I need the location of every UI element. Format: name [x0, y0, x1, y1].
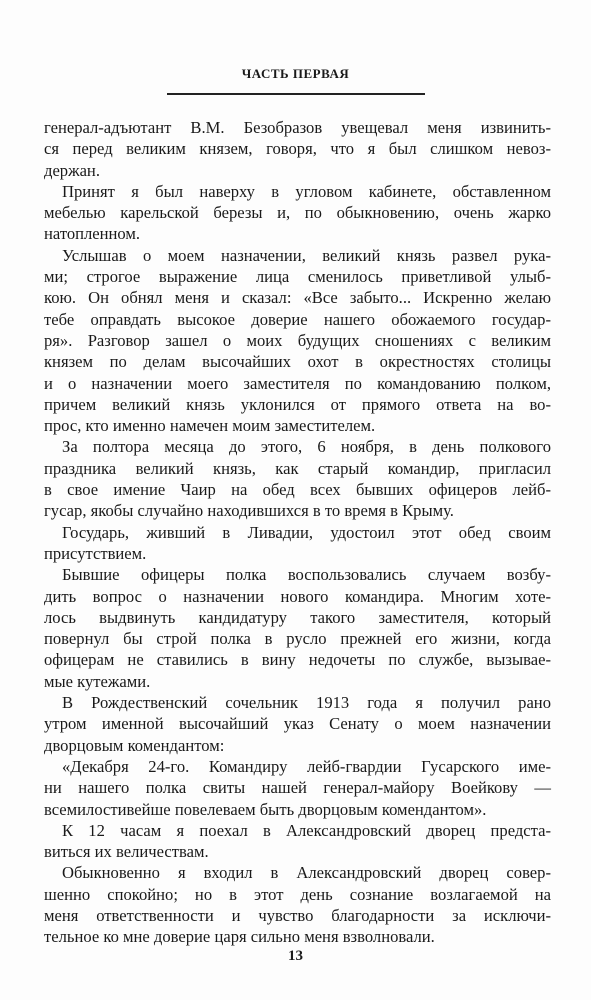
text-line: кою. Он обнял меня и сказал: «Все забыто... Искренно желаю	[44, 288, 551, 308]
text-line: и о назначении моего заместителя по командованию полком,	[44, 373, 551, 393]
text-line: прос, кто именно намечен моим заместителем.	[44, 416, 376, 436]
text-line: ни нашего полка свиты нашей генерал-майору Воейкову —	[44, 778, 551, 798]
text-line: виться их величествам.	[44, 842, 209, 862]
text-line: «Декабря 24-го. Командиру лейб-гвардии Гусарского име-	[62, 756, 551, 776]
text-line: повернул бы строй полка в русло прежней его жизни, когда	[44, 629, 551, 649]
text-line: гусар, якобы случайно находившихся в то время в Крыму.	[44, 501, 454, 521]
text-line: присутствием.	[44, 543, 147, 563]
running-header: ЧАСТЬ ПЕРВАЯ	[241, 66, 350, 81]
text-line: дворцовым комендантом:	[44, 735, 225, 755]
page-number: 13	[288, 948, 303, 964]
text-line: Бывшие офицеры полка воспользовались случаем возбу-	[62, 565, 551, 585]
text-line: в свое имение Чаир на обед всех бывших офицеров лейб-	[44, 480, 551, 500]
text-line: держан.	[44, 160, 100, 180]
text-line: Обыкновенно я входил в Александровский дворец совер-	[62, 863, 551, 883]
text-line: тельное ко мне доверие царя сильно меня взволновали.	[44, 927, 435, 947]
text-line: меня ответственности и чувство благодарности за исключи-	[44, 905, 551, 925]
text-line: ми; строгое выражение лица сменилось приветливой улыб-	[44, 267, 551, 287]
text-line: причем великий князь уклонился от прямого ответа на во-	[44, 394, 551, 414]
text-line: Принят я был наверху в угловом кабинете, обставленном	[62, 181, 551, 201]
text-line: всемилостивейше повелеваем быть дворцовым комендантом».	[44, 799, 487, 819]
text-line: шенно спокойно; но в этот день сознание возлагаемой на	[44, 884, 551, 904]
page-body	[44, 117, 551, 948]
text-line: генерал-адъютант В.М. Безобразов увещевал меня извинить-	[44, 118, 551, 137]
text-line: В Рождественский сочельник 1913 года я получил рано	[62, 693, 551, 713]
text-line: Государь, живший в Ливадии, удостоил этот обед своим	[62, 522, 551, 542]
text-line: тебе оправдать высокое доверие нашего обожаемого государ-	[44, 309, 551, 329]
text-line: дить вопрос о назначении нового командира. Многим хоте-	[44, 586, 551, 606]
text-line: лось выдвинуть кандидатуру такого заместителя, который	[44, 607, 551, 627]
text-line: праздника великий князь, как старый командир, пригласил	[44, 458, 551, 478]
text-line: натопленном.	[44, 224, 141, 244]
text-line: мебелью карельской березы и, по обыкновению, очень жарко	[44, 203, 551, 223]
text-line: мые кутежами.	[44, 671, 151, 691]
text-line: К 12 часам я поехал в Александровский дворец предста-	[62, 820, 551, 840]
text-line: утром именной высочайший указ Сенату о моем назначении	[44, 714, 551, 734]
text-line: За полтора месяца до этого, 6 ноября, в день полкового	[62, 437, 551, 457]
header-rule	[167, 93, 425, 95]
text-line: офицерам не ставились в вину недочеты по службе, вызывае-	[44, 650, 551, 670]
text-line: князем по делам высочайших охот в окрестностях столицы	[44, 352, 551, 372]
text-line: Услышав о моем назначении, великий князь развел рука-	[62, 245, 551, 265]
text-line: ря». Разговор зашел о моих будущих сношениях с великим	[44, 330, 551, 350]
text-line: ся перед великим князем, говоря, что я был слишком невоз-	[44, 139, 551, 159]
